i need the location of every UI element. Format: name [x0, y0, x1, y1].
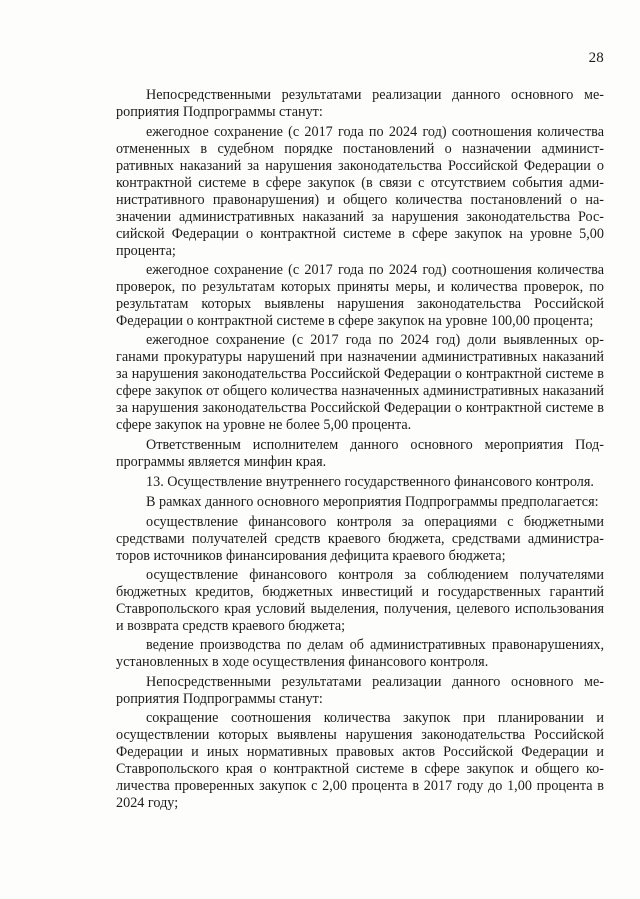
paragraph: 13. Осуществление внутреннего государственного финансового контроля. [146, 474, 594, 490]
paragraph: В рамках данного основного мероприятия Подпрограммы предполагается: [146, 494, 599, 510]
paragraph: Непосредственными результатами реализации данного основного мероприятия Подпрограммы станут: [116, 674, 604, 707]
paragraph: осуществление финансового контроля за соблюдением получателями бюджетных кредитов, бюджетных инвестиций и государственных гарантий Ставропольского края условий выделения, получения, целевого использования и возврата средств краевого бюджета; [116, 567, 604, 634]
paragraph: ежегодное сохранение (с 2017 года по 2024 год) соотношения количества отмененных в судебном порядке постановлений о назначении административных наказаний за нарушения законодательства Российской Федерации о контрактной системе в сфере закупок (в связи с отсутствием события административного правонарушения) и общего количества постановлений о назначении административных наказаний за нарушения законодательства Российской Федерации о контрактной системе в сфере закупок на уровне 5,00 процента; [116, 124, 604, 259]
page-number: 28 [588, 50, 604, 66]
paragraph: ежегодное сохранение (с 2017 года по 2024 год) соотношения количества проверок, по результатам которых приняты меры, и количества проверок, по результатам которых выявлены нарушения законодательства Российской Федерации о контрактной системе в сфере закупок на уровне 100,00 процента; [116, 262, 604, 329]
paragraph: осуществление финансового контроля за операциями с бюджетными средствами получателей средств краевого бюджета, средствами администраторов источников финансирования дефицита краевого бюджета; [116, 514, 604, 564]
paragraph: сокращение соотношения количества закупок при планировании и осуществлении которых выявлены нарушения законодательства Российской Федерации и иных нормативных правовых актов Российской Федерации и Ставропольского края о контрактной системе в сфере закупок и общего количества проверенных закупок с 2,00 процента в 2017 году до 1,00 процента в 2024 году; [116, 710, 604, 811]
paragraph: Непосредственными результатами реализации данного основного мероприятия Подпрограммы станут: [116, 87, 604, 120]
paragraph: Ответственным исполнителем данного основного мероприятия Подпрограммы является минфин края. [116, 437, 604, 470]
paragraph: ежегодное сохранение (с 2017 года по 2024 год) доли выявленных органами прокуратуры нарушений при назначении административных наказаний за нарушения законодательства Российской Федерации о контрактной системе в сфере закупок от общего количества назначенных административных наказаний за нарушения законодательства Российской Федерации о контрактной системе в сфере закупок на уровне не более 5,00 процента. [116, 332, 604, 433]
paragraph: ведение производства по делам об административных правонарушениях, установленных в ходе осуществления финансового контроля. [116, 637, 604, 670]
document-body [116, 87, 604, 812]
